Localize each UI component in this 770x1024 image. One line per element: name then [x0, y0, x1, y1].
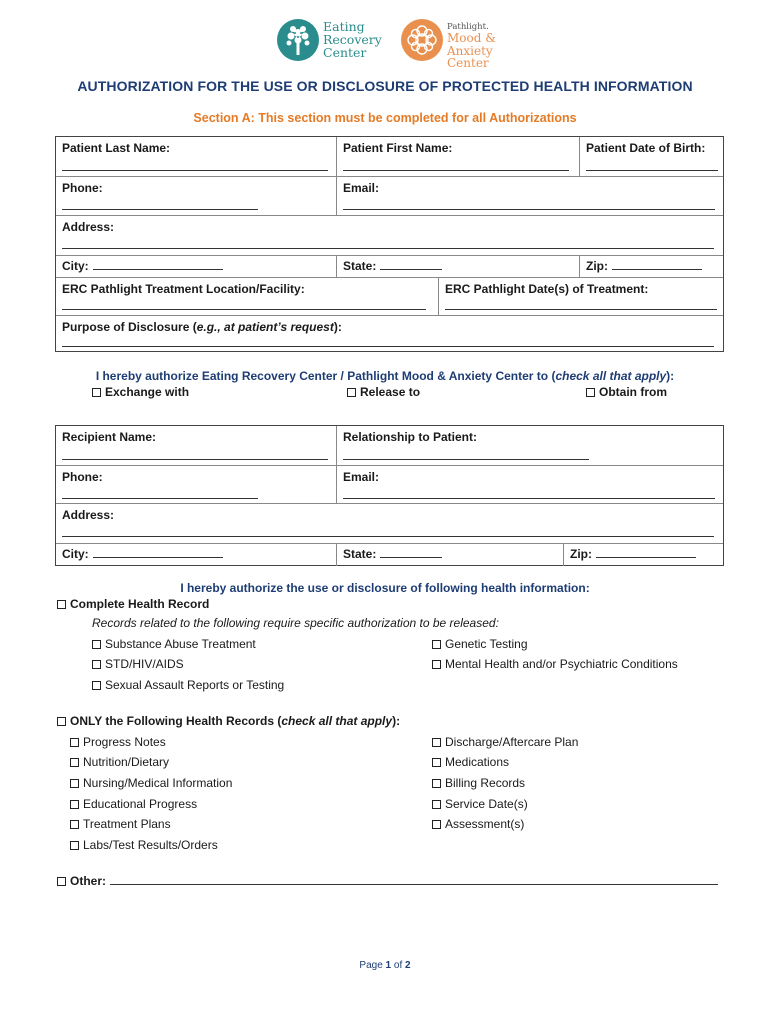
option-release-to[interactable]: Release to [347, 385, 420, 399]
purpose-label-end: ): [333, 320, 342, 334]
option-labs[interactable]: Labs/Test Results/Orders [70, 838, 218, 852]
recipient-contact-row [56, 465, 723, 503]
tree-icon [276, 18, 320, 62]
specific-auth-note: Records related to the following require specific authorization to be released: [92, 616, 499, 630]
page-title: AUTHORIZATION FOR THE USE OR DISCLOSURE OF PROTECTED HEALTH INFORMATION [77, 78, 693, 94]
recipient-name-field[interactable] [62, 459, 328, 460]
treatment-location-label: ERC Pathlight Treatment Location/Facility: [62, 282, 305, 296]
patient-dob-label: Patient Date of Birth: [586, 141, 706, 155]
relationship-field[interactable] [343, 459, 589, 460]
checkbox-icon[interactable] [57, 717, 66, 726]
checkbox-icon[interactable] [70, 841, 79, 850]
option-discharge-plan[interactable]: Discharge/Aftercare Plan [432, 735, 578, 749]
patient-email-label: Email: [343, 181, 380, 195]
patient-address-field[interactable] [62, 248, 714, 249]
patient-state-label: State: [343, 259, 377, 273]
patient-first-name-field[interactable] [343, 170, 569, 171]
checkbox-icon[interactable] [432, 660, 441, 669]
recipient-city-label: City: [62, 547, 89, 561]
logo-erc-line: Center [323, 45, 367, 60]
health-info-heading: I hereby authorize the use or disclosure of following health information: [180, 581, 590, 595]
option-treatment-plans[interactable]: Treatment Plans [70, 817, 171, 831]
header-logos [276, 18, 506, 68]
recipient-email-label: Email: [343, 470, 380, 484]
patient-city-label: City: [62, 259, 89, 273]
option-medications[interactable]: Medications [432, 755, 509, 769]
checkbox-icon[interactable] [70, 820, 79, 829]
page-footer: Page 1 of 2 [359, 960, 411, 971]
page-number: 1 [385, 960, 392, 971]
page-total: 2 [405, 960, 411, 971]
relationship-label: Relationship to Patient: [343, 430, 478, 444]
patient-phone-label: Phone: [62, 181, 103, 195]
recipient-city-field[interactable] [93, 547, 223, 558]
mandala-icon [400, 18, 444, 62]
option-mental-health[interactable]: Mental Health and/or Psychiatric Conditions [432, 657, 678, 671]
other-option[interactable]: Other: [57, 874, 718, 888]
authorize-emphasis: check all that apply [555, 369, 667, 383]
recipient-state-field[interactable] [380, 547, 442, 558]
option-billing-records[interactable]: Billing Records [432, 776, 525, 790]
checkbox-icon[interactable] [586, 388, 595, 397]
patient-city-field[interactable] [93, 259, 223, 270]
checkbox-icon[interactable] [92, 681, 101, 690]
purpose-field[interactable] [62, 346, 714, 347]
purpose-label: Purpose of Disclosure ( [62, 320, 197, 334]
checkbox-icon[interactable] [92, 640, 101, 649]
patient-info-box [55, 136, 724, 352]
option-substance-abuse[interactable]: Substance Abuse Treatment [92, 637, 256, 651]
recipient-name-row [56, 426, 723, 465]
checkbox-icon[interactable] [57, 877, 66, 886]
checkbox-icon[interactable] [432, 779, 441, 788]
logo-erc-line: Recovery [323, 32, 382, 47]
recipient-email-field[interactable] [343, 498, 715, 499]
patient-last-name-field[interactable] [62, 170, 328, 171]
option-service-dates[interactable]: Service Date(s) [432, 797, 528, 811]
patient-zip-label: Zip: [586, 259, 608, 273]
purpose-row [56, 315, 723, 352]
logo-erc-line: Eating [323, 19, 365, 34]
patient-contact-row [56, 176, 723, 215]
patient-name-row [56, 137, 723, 176]
other-field[interactable] [110, 874, 718, 885]
patient-first-name-label: Patient First Name: [343, 141, 453, 155]
checkbox-icon[interactable] [70, 800, 79, 809]
option-nursing-medical[interactable]: Nursing/Medical Information [70, 776, 232, 790]
option-sexual-assault[interactable]: Sexual Assault Reports or Testing [92, 678, 284, 692]
logo-pl-line: Center [447, 56, 489, 70]
checkbox-icon[interactable] [92, 660, 101, 669]
only-following-option[interactable]: ONLY the Following Health Records (check all that apply): [57, 714, 400, 728]
section-a-heading: Section A: This section must be completed for all Authorizations [193, 111, 577, 125]
recipient-address-row [56, 503, 723, 543]
patient-address-row [56, 215, 723, 255]
option-progress-notes[interactable]: Progress Notes [70, 735, 166, 749]
pathlight-logo [400, 18, 510, 70]
option-exchange-with[interactable]: Exchange with [92, 385, 189, 399]
recipient-name-label: Recipient Name: [62, 430, 157, 444]
patient-email-field[interactable] [343, 209, 715, 210]
checkbox-icon[interactable] [432, 758, 441, 767]
checkbox-icon[interactable] [57, 600, 66, 609]
checkbox-icon[interactable] [432, 640, 441, 649]
checkbox-icon[interactable] [70, 779, 79, 788]
treatment-dates-label: ERC Pathlight Date(s) of Treatment: [445, 282, 649, 296]
option-std-hiv-aids[interactable]: STD/HIV/AIDS [92, 657, 184, 671]
option-educational-progress[interactable]: Educational Progress [70, 797, 197, 811]
erc-logo [276, 18, 396, 66]
treatment-location-field[interactable] [62, 309, 426, 310]
recipient-state-label: State: [343, 547, 377, 561]
logo-pl-line: Anxiety [447, 43, 493, 58]
recipient-zip-label: Zip: [570, 547, 592, 561]
recipient-address-field[interactable] [62, 536, 714, 537]
recipient-info-box [55, 425, 724, 566]
logo-pathlight-word: Pathlight. [447, 22, 489, 32]
patient-address-label: Address: [62, 220, 115, 234]
checkbox-icon[interactable] [432, 820, 441, 829]
checkbox-icon[interactable] [70, 758, 79, 767]
recipient-phone-label: Phone: [62, 470, 103, 484]
option-nutrition[interactable]: Nutrition/Dietary [70, 755, 169, 769]
patient-phone-field[interactable] [62, 209, 258, 210]
recipient-zip-field[interactable] [596, 547, 696, 558]
option-obtain-from[interactable]: Obtain from [586, 385, 667, 399]
recipient-phone-field[interactable] [62, 498, 258, 499]
complete-record-option[interactable]: Complete Health Record [57, 597, 209, 611]
treatment-dates-field[interactable] [445, 309, 717, 310]
recipient-city-row [56, 543, 723, 566]
purpose-example: e.g., at patient’s request [196, 320, 334, 334]
treatment-row [56, 277, 723, 315]
logo-pl-line: Mood & [447, 31, 496, 45]
patient-zip-field[interactable] [612, 259, 702, 270]
checkbox-icon[interactable] [432, 800, 441, 809]
option-assessments[interactable]: Assessment(s) [432, 817, 524, 831]
checkbox-icon[interactable] [347, 388, 356, 397]
patient-dob-field[interactable] [586, 170, 718, 171]
recipient-address-label: Address: [62, 508, 115, 522]
only-emphasis: check all that apply [281, 714, 393, 728]
option-genetic-testing[interactable]: Genetic Testing [432, 637, 528, 651]
authorize-heading: I hereby authorize Eating Recovery Center / Pathlight Mood & Anxiety Center to (check all that apply): [95, 369, 675, 383]
checkbox-icon[interactable] [432, 738, 441, 747]
patient-state-field[interactable] [380, 259, 442, 270]
patient-last-name-label: Patient Last Name: [62, 141, 171, 155]
checkbox-icon[interactable] [70, 738, 79, 747]
checkbox-icon[interactable] [92, 388, 101, 397]
patient-city-row [56, 255, 723, 277]
